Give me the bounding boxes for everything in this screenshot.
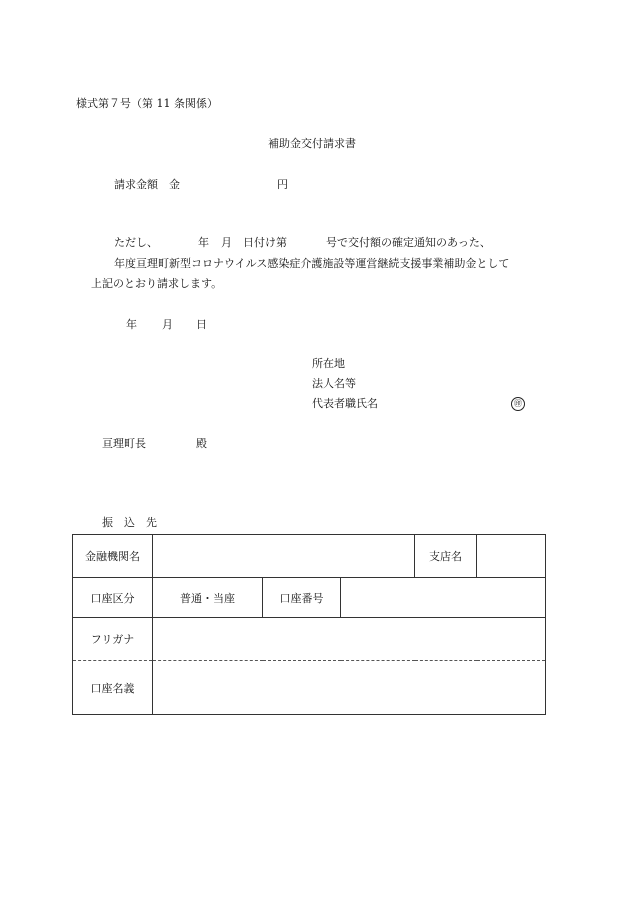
branch-field[interactable] [477, 535, 546, 578]
address-label: 所在地 [312, 357, 345, 370]
bank-name-label: 金融機関名 [73, 535, 153, 578]
representative-label: 代表者職氏名 [312, 397, 378, 410]
account-type-value[interactable]: 普通・当座 [153, 578, 263, 618]
body-line1-month: 月 [221, 236, 232, 249]
table-row [73, 535, 546, 578]
body-line1-suffix: 号で交付額の確定通知のあった、 [326, 236, 491, 249]
amount-label: 請求金額 金 [114, 178, 180, 191]
branch-label: 支店名 [415, 535, 477, 578]
date-day: 日 [196, 318, 207, 331]
body-line2: 年度亘理町新型コロナウイルス感染症介護施設等運営継続支援事業補助金として [114, 257, 510, 270]
account-holder-field[interactable] [153, 661, 546, 715]
addressee-name: 亘理町長 [102, 437, 146, 450]
document-title: 補助金交付請求書 [268, 137, 356, 150]
body-line1-day: 日付け第 [243, 236, 287, 249]
account-type-label: 口座区分 [73, 578, 153, 618]
account-number-field[interactable] [341, 578, 546, 618]
date-month: 月 [162, 318, 173, 331]
date-year: 年 [126, 318, 137, 331]
addressee-honorific: 殿 [196, 437, 207, 450]
form-number: 様式第７号（第 11 条関係） [76, 97, 218, 110]
body-line3: 上記のとおり請求します。 [91, 277, 223, 290]
account-holder-label: 口座名義 [73, 661, 153, 715]
account-number-label: 口座番号 [263, 578, 341, 618]
furigana-field[interactable] [153, 618, 546, 661]
table-row [73, 578, 546, 618]
bank-transfer-table [72, 534, 546, 715]
transfer-heading: 振 込 先 [102, 516, 157, 529]
furigana-label: フリガナ [73, 618, 153, 661]
amount-unit: 円 [277, 178, 288, 191]
corporation-label: 法人名等 [312, 377, 356, 390]
seal-mark: ㊞ [511, 397, 525, 411]
bank-name-field[interactable] [153, 535, 415, 578]
body-line1-year: 年 [198, 236, 209, 249]
table-row [73, 661, 546, 715]
body-line1-prefix: ただし、 [114, 236, 158, 249]
table-row [73, 618, 546, 661]
